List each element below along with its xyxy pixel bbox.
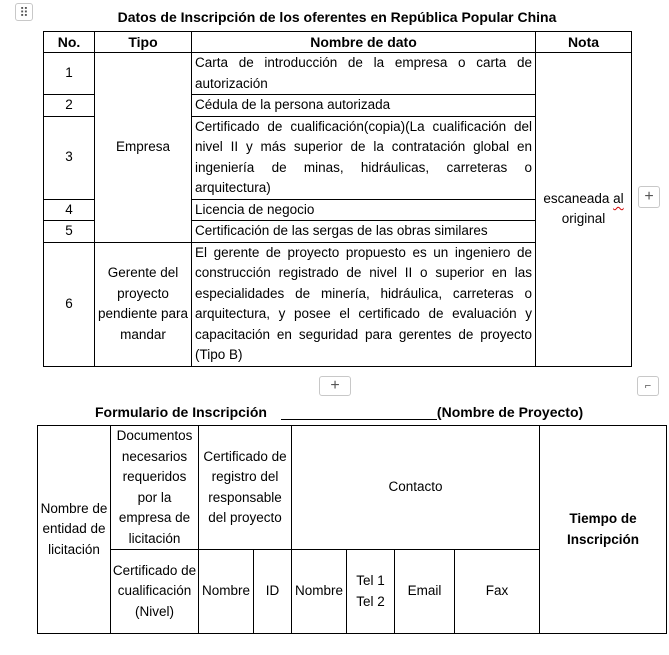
row-number[interactable]: 3 (44, 116, 95, 199)
dato-cell[interactable]: Certificado de cualificación(copia)(La cualificación del nivel II y más superior de la contratación global en ingeniería de minas, hidráulicas, carreteras o arquitectura) (192, 116, 536, 199)
documentos-header[interactable]: Documentos necesarios requeridos por la empresa de licitación (111, 426, 199, 550)
contacto-header[interactable]: Contacto (292, 426, 540, 550)
plus-icon: + (644, 188, 654, 205)
table-row (44, 53, 632, 95)
header-nombre-dato: Nombre de dato (192, 32, 536, 53)
tipo-cell-gerente[interactable]: Gerente del proyecto pendiente para mandar (95, 242, 192, 366)
row-number[interactable]: 1 (44, 53, 95, 95)
tel-subheader[interactable] (347, 550, 395, 634)
tel2-label: Tel 2 (356, 593, 385, 609)
table1-header-row (44, 32, 632, 53)
tipo-cell-empresa[interactable]: Empresa (95, 53, 192, 243)
dato-cell[interactable]: Cédula de la persona autorizada (192, 95, 536, 117)
table2-title (95, 404, 583, 420)
plus-icon: + (330, 377, 340, 394)
certificado-registro-header[interactable]: Certificado de registro del responsable del proyecto (199, 426, 292, 550)
row-number[interactable]: 5 (44, 221, 95, 243)
row-number[interactable]: 2 (44, 95, 95, 117)
cert-cualificacion-subheader[interactable]: Certificado de cualificación (Nivel) (111, 550, 199, 634)
dato-cell[interactable]: Certificación de las sergas de las obras similares (192, 221, 536, 243)
entidad-header[interactable]: Nombre de entidad de licitación (38, 426, 111, 634)
nota-cell[interactable] (536, 53, 632, 367)
nombre-subheader[interactable]: Nombre (199, 550, 254, 634)
header-tipo: Tipo (95, 32, 192, 53)
fax-subheader[interactable]: Fax (455, 550, 540, 634)
project-name-label: (Nombre de Proyecto) (436, 404, 584, 420)
registration-form-table (37, 425, 667, 634)
nota-word-escaneada: escaneada (543, 190, 610, 206)
tiempo-inscripcion-header[interactable]: Tiempo de Inscripción (540, 426, 667, 634)
nota-word-original: original (561, 211, 606, 227)
table-move-handle[interactable] (15, 3, 33, 21)
add-row-button[interactable] (319, 376, 351, 396)
row-number[interactable]: 6 (44, 242, 95, 366)
email-subheader[interactable]: Email (395, 550, 455, 634)
resize-icon: ⌐ (644, 379, 652, 392)
id-subheader[interactable]: ID (254, 550, 292, 634)
header-no: No. (44, 32, 95, 53)
contacto-nombre-subheader[interactable]: Nombre (292, 550, 347, 634)
table1-title: Datos de Inscripción de los oferentes en República Popular China (117, 9, 557, 25)
nota-word-al-spellcheck: al (613, 190, 624, 206)
tel1-label: Tel 1 (356, 573, 385, 588)
header-nota: Nota (536, 32, 632, 53)
row-number[interactable]: 4 (44, 199, 95, 221)
add-column-button[interactable] (638, 186, 660, 208)
dato-cell[interactable]: Carta de introducción de la empresa o carta de autorización (192, 53, 536, 95)
move-icon: ⠿ (19, 4, 29, 20)
form-header-row (38, 426, 667, 550)
registration-data-table (43, 31, 632, 367)
table-resize-handle[interactable] (637, 376, 659, 396)
form-title: Formulario de Inscripción (95, 404, 267, 420)
project-name-blank[interactable] (281, 405, 437, 420)
dato-cell[interactable]: Licencia de negocio (192, 199, 536, 221)
dato-cell[interactable]: El gerente de proyecto propuesto es un ingeniero de construcción registrado de nivel II o superior en las especialidades de minería, hidráulica, carreteras o arquitectura, y posee el certificado de evaluación y capacitación en seguridad para gerentes de proyecto (Tipo B) (192, 242, 536, 366)
